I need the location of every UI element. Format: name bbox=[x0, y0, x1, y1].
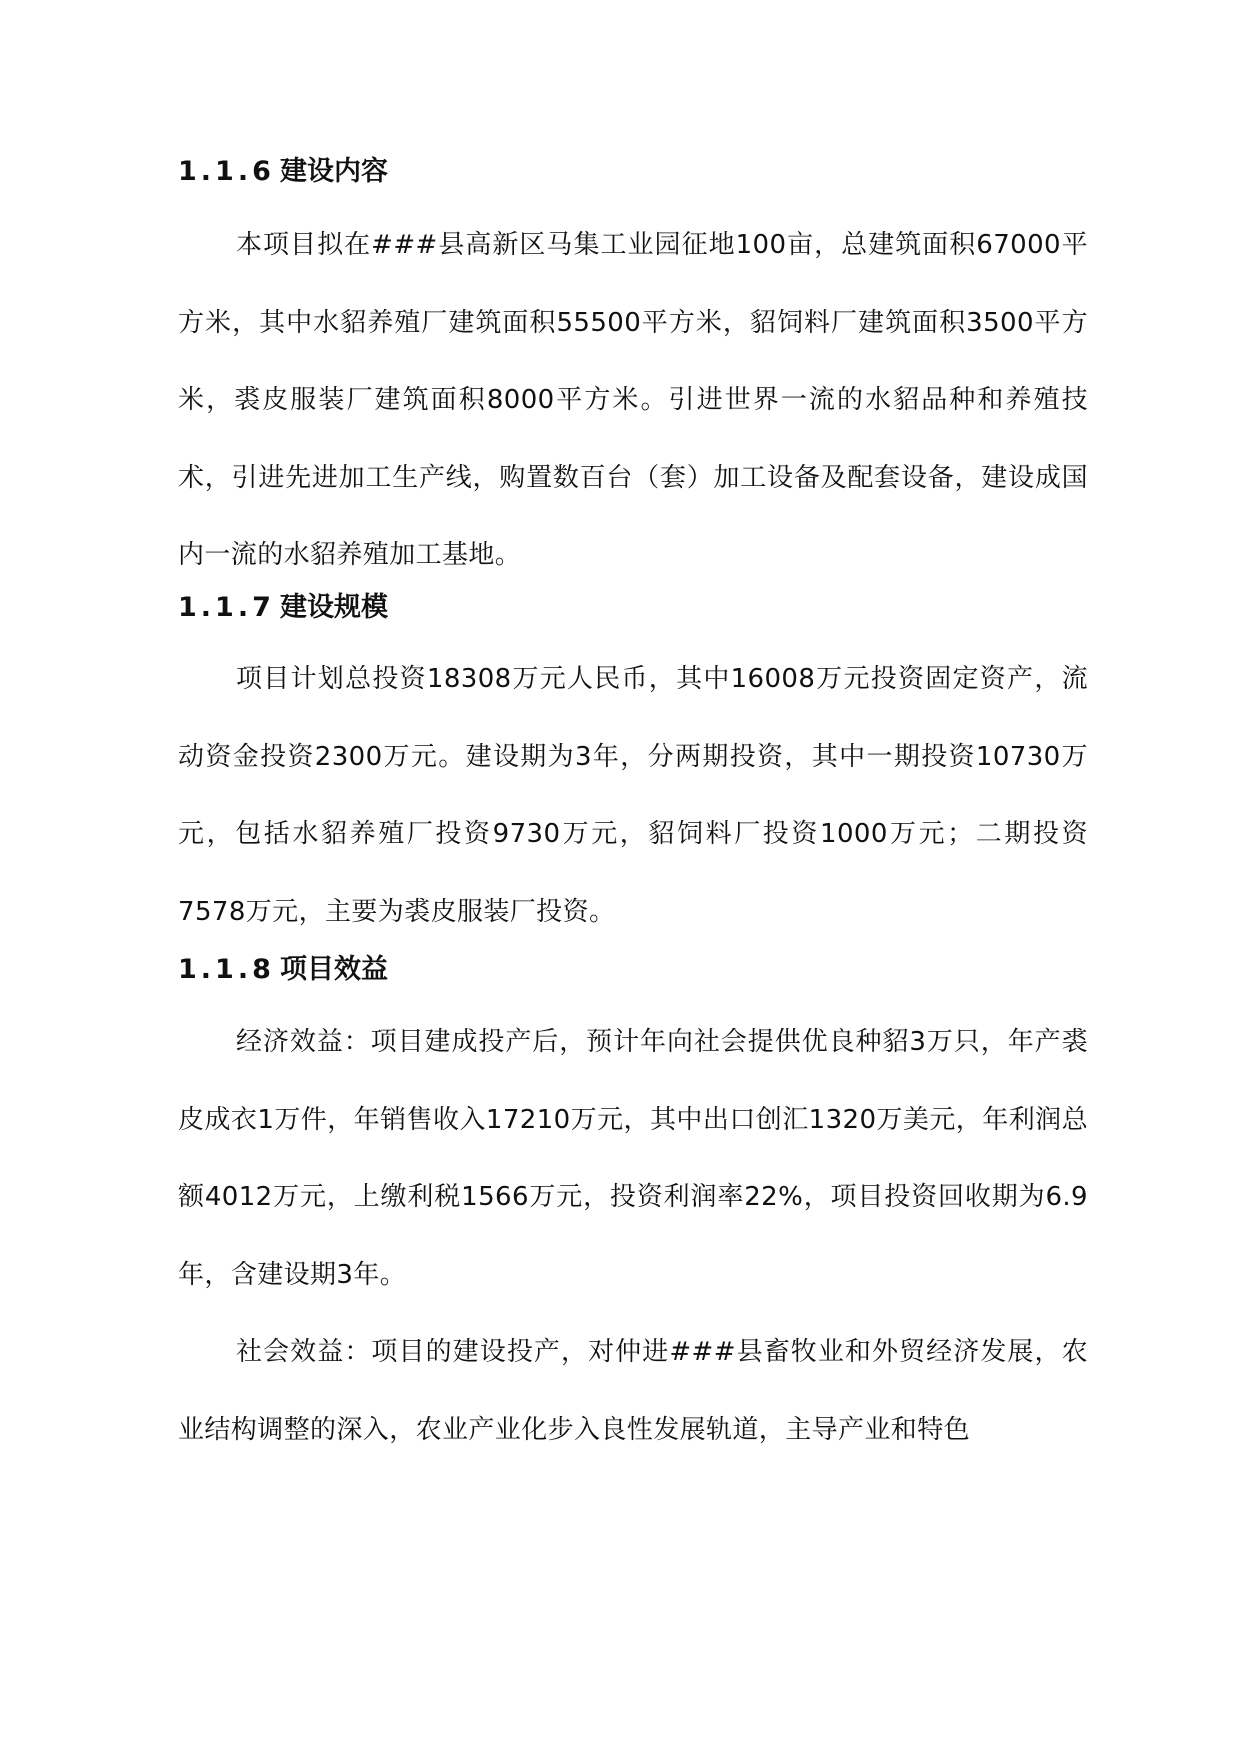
paragraph-social-benefit: 社会效益：项目的建设投产，对仲进###县畜牧业和外贸经济发展，农业结构调整的深入，农业产业化步入良性发展轨道，主导产业和特色 bbox=[178, 1337, 1088, 1445]
section-number: 1.1.8 bbox=[178, 954, 275, 985]
paragraph-construction-content: 本项目拟在###县高新区马集工业园征地100亩，总建筑面积67000平方米，其中水貂养殖厂建筑面积55500平方米，貂饲料厂建筑面积3500平方米，裘皮服装厂建筑面积8000平方米。引进世界一流的水貂品种和养殖技术，引进先进加工生产线，购置数百台（套）加工设备及配套设备，建设成国内一流的水貂养殖加工基地。 bbox=[178, 230, 1088, 570]
paragraph-construction-scale: 项目计划总投资18308万元人民币，其中16008万元投资固定资产，流动资金投资2300万元。建设期为3年，分两期投资，其中一期投资10730万元，包括水貂养殖厂投资9730万元，貂饲料厂投资1000万元；二期投资7578万元，主要为裘皮服装厂投资。 bbox=[178, 664, 1088, 927]
section-heading-1-1-7 bbox=[178, 590, 388, 626]
paragraph-economic-benefit: 经济效益：项目建成投产后，预计年向社会提供优良种貂3万只，年产裘皮成衣1万件，年销售收入17210万元，其中出口创汇1320万美元，年利润总额4012万元，上缴利税1566万元，投资利润率22%，项目投资回收期为6.9年，含建设期3年。 bbox=[178, 1027, 1088, 1290]
section-heading-1-1-6 bbox=[178, 154, 388, 190]
section-title: 项目效益 bbox=[280, 954, 388, 985]
section-number: 1.1.7 bbox=[178, 592, 275, 623]
section-number: 1.1.6 bbox=[178, 156, 275, 187]
section-heading-1-1-8 bbox=[178, 952, 388, 988]
section-title: 建设规模 bbox=[280, 592, 388, 623]
section-title: 建设内容 bbox=[280, 156, 388, 187]
